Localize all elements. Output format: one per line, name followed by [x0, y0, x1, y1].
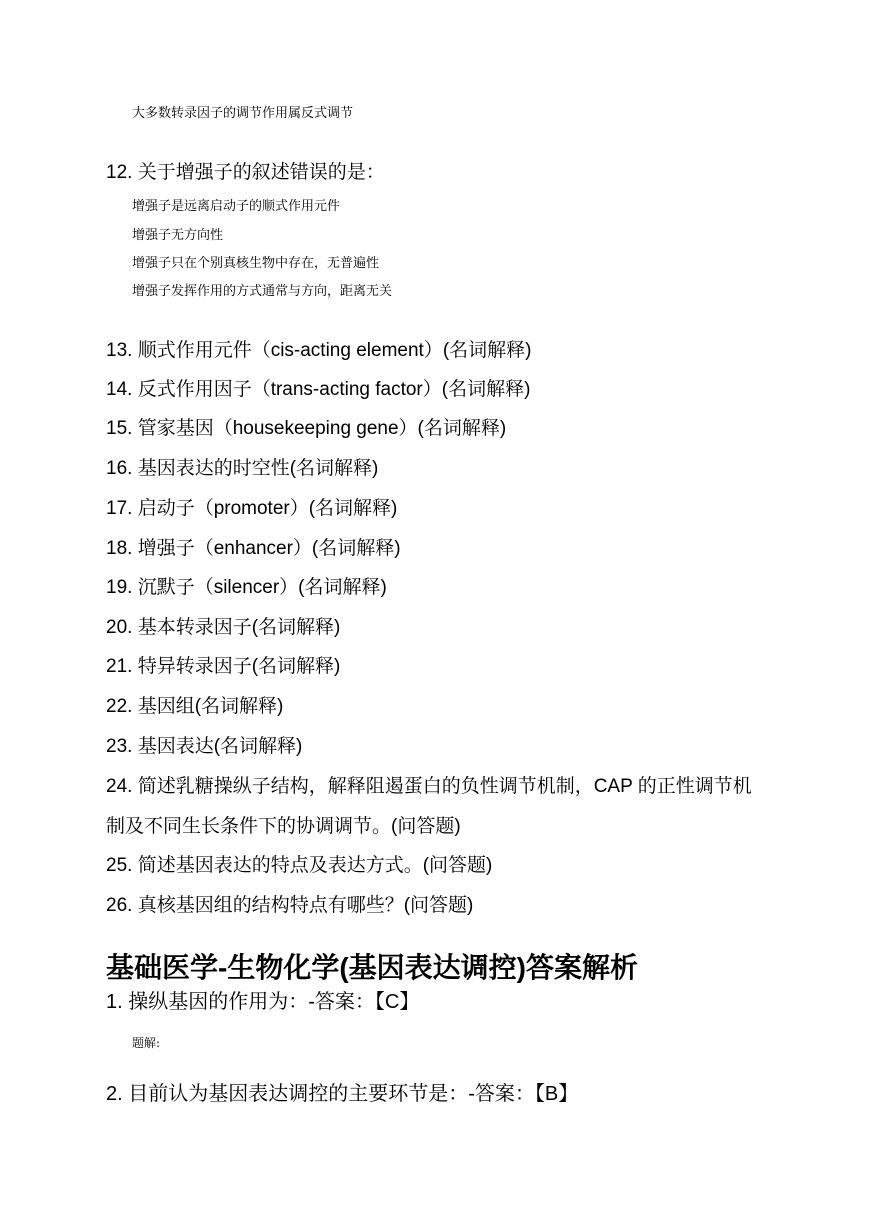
- question-12-option-4: 增强子发挥作用的方式通常与方向，距离无关: [132, 284, 393, 299]
- question-12-option-1: 增强子是远离启动子的顺式作用元件: [132, 199, 341, 214]
- question-13: 13. 顺式作用元件（cis-acting element）(名词解释): [106, 340, 532, 361]
- question-18: 18. 增强子（enhancer）(名词解释): [106, 538, 401, 559]
- question-24: 24. 简述乳糖操纵子结构，解释阻遏蛋白的负性调节机制，CAP 的正性调节机制及不同生长条件下的协调调节。(问答题): [106, 776, 752, 837]
- previous-question-option: 大多数转录因子的调节作用属反式调节: [132, 106, 354, 121]
- answer-1: 1. 操纵基因的作用为：-答案：【C】: [106, 991, 420, 1013]
- question-22: 22. 基因组(名词解释): [106, 696, 284, 717]
- question-16: 16. 基因表达的时空性(名词解释): [106, 458, 379, 479]
- question-17: 17. 启动子（promoter）(名词解释): [106, 498, 398, 519]
- question-12-option-2: 增强子无方向性: [132, 228, 224, 243]
- question-26: 26. 真核基因组的结构特点有哪些？(问答题): [106, 895, 474, 916]
- question-12: 12. 关于增强子的叙述错误的是：: [106, 162, 385, 183]
- answers-section-title: 基础医学-生物化学(基因表达调控)答案解析: [106, 952, 638, 983]
- question-19: 19. 沉默子（silencer）(名词解释): [106, 577, 387, 598]
- question-12-option-3: 增强子只在个别真核生物中存在，无普遍性: [132, 256, 380, 271]
- question-15: 15. 管家基因（housekeeping gene）(名词解释): [106, 418, 507, 439]
- question-14: 14. 反式作用因子（trans-acting factor）(名词解释): [106, 379, 531, 400]
- question-25: 25. 简述基因表达的特点及表达方式。(问答题): [106, 855, 493, 876]
- question-23: 23. 基因表达(名词解释): [106, 736, 303, 757]
- question-20: 20. 基本转录因子(名词解释): [106, 617, 341, 638]
- answer-1-explanation-label: 题解:: [132, 1036, 161, 1050]
- answer-2: 2. 目前认为基因表达调控的主要环节是：-答案：【B】: [106, 1083, 579, 1105]
- question-21: 21. 特异转录因子(名词解释): [106, 656, 341, 677]
